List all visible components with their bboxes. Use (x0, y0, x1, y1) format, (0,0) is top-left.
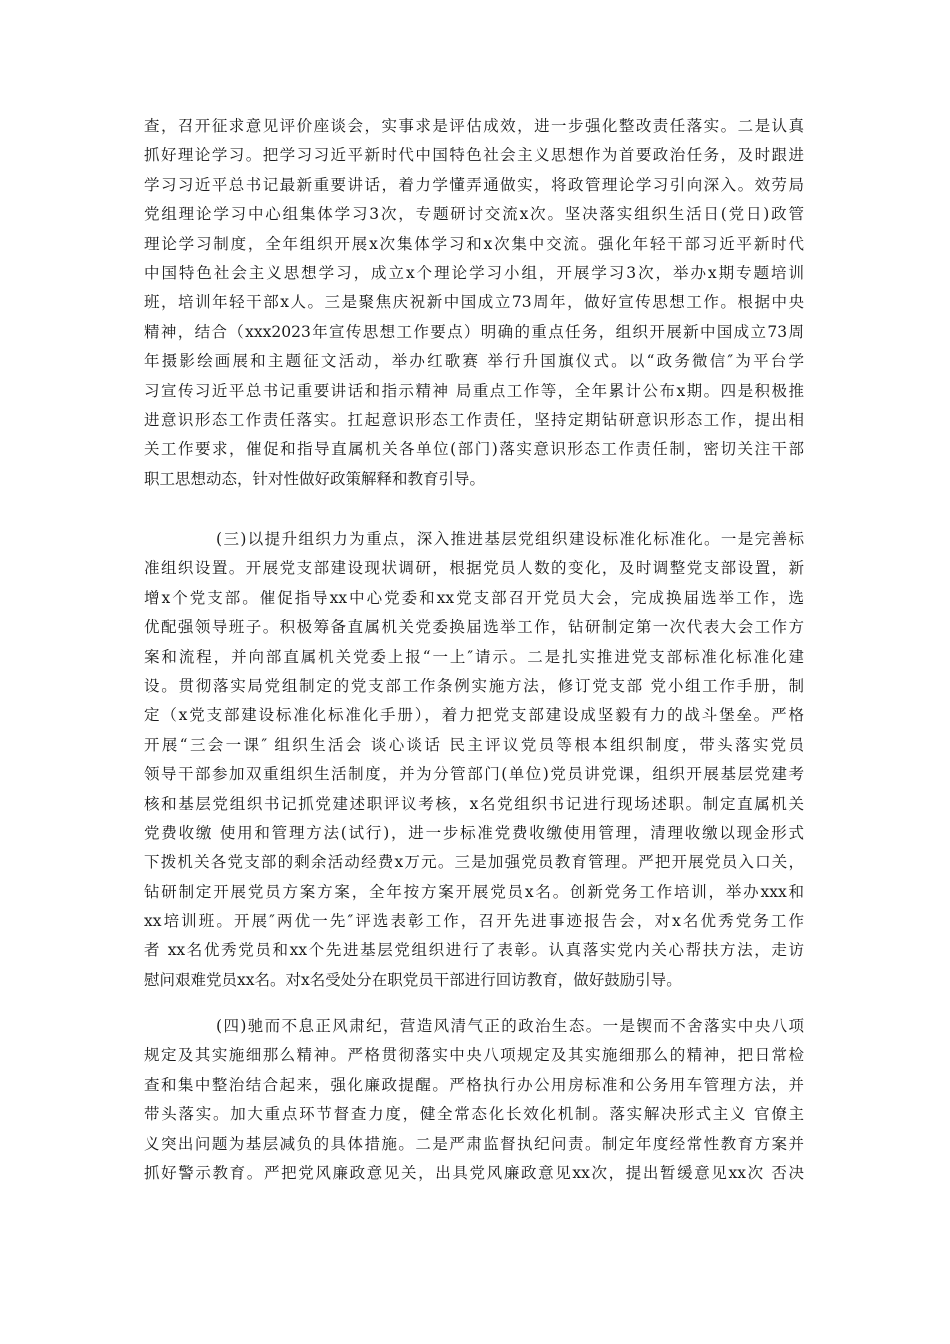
text-line: 学习习近平总书记最新重要讲话，着力学懂弄通做实，将政管理论学习引向深入。效劳局 (144, 175, 804, 194)
text-line: 查，召开征求意见评价座谈会，实事求是评估成效，进一步强化整改责任落实。二是认真 (144, 117, 804, 135)
text-line: 设。贯彻落实局党组制定的党支部工作条例实施方法，修订党支部 党小组工作手册，制 (144, 676, 804, 695)
text-line: 准组织设置。开展党支部建设现状调研，根据党员人数的变化，及时调整党支部设置，新 (144, 559, 804, 578)
text-line: 职工思想动态，针对性做好政策解释和教育引导。 (144, 469, 486, 488)
text-line: 开展“三会一课″ 组织生活会 谈心谈话 民主评议党员等根本组织制度，带头落实党员 (144, 735, 804, 754)
text-line: 领导干部参加双重组织生活制度，并为分管部门(单位)党员讲党课，组织开展基层党建考 (144, 765, 804, 784)
text-line: 规定及其实施细那么精神。严格贯彻落实中央八项规定及其实施细那么的精神，把日常检 (144, 1046, 804, 1065)
text-line: 年摄影绘画展和主题征文活动，举办红歌赛 举行升国旗仪式。以“政务微信″为平台学 (144, 352, 804, 371)
text-line: 党费收缴 使用和管理方法(试行)，进一步标准党费收缴使用管理，清理收缴以现金形式 (144, 823, 804, 842)
text-line: 党组理论学习中心组集体学习3次，专题研讨交流x次。坚决落实组织生活日(党日)政管 (144, 205, 804, 224)
text-line: xx培训班。开展″两优一先″评选表彰工作，召开先进事迹报告会，对x名优秀党务工作 (144, 912, 804, 931)
text-line: 者 xx名优秀党员和xx个先进基层党组织进行了表彰。认真落实党内关心帮扶方法，走访 (144, 941, 804, 960)
text-line: (三)以提升组织力为重点，深入推进基层党组织建设标准化标准化。一是完善标 (216, 530, 804, 548)
text-line: (四)驰而不息正风肃纪，营造风清气正的政治生态。一是锲而不舍落实中央八项 (216, 1017, 804, 1035)
text-line: 优配强领导班子。积极筹备直属机关党委换届选举工作，钻研制定第一次代表大会工作方 (144, 618, 804, 637)
paragraph-discipline (144, 1012, 804, 1188)
text-line: 增x个党支部。催促指导xx中心党委和xx党支部召开党员大会，完成换届选举工作，选 (144, 588, 804, 607)
text-line: 义突出问题为基层减负的具体措施。二是严肃监督执纪问责。制定年度经常性教育方案并 (144, 1134, 804, 1153)
text-line: 下拨机关各党支部的剩余活动经费x万元。三是加强党员教育管理。严把开展党员入口关， (144, 853, 804, 872)
text-line: 习宣传习近平总书记重要讲话和指示精神 局重点工作等，全年累计公布x期。四是积极推 (144, 381, 804, 400)
text-line: 钻研制定开展党员方案方案，全年按方案开展党员x名。创新党务工作培训，举办xxx和 (144, 882, 804, 901)
text-line: 抓好警示教育。严把党风廉政意见关，出具党风廉政意见xx次，提出暂缓意见xx次 否决 (144, 1163, 804, 1182)
text-line: 慰问艰难党员xx名。对x名受处分在职党员干部进行回访教育，做好鼓励引导。 (144, 970, 682, 989)
text-line: 查和集中整治结合起来，强化廉政提醒。严格执行办公用房标准和公务用车管理方法，并 (144, 1075, 804, 1094)
text-line: 案和流程，并向部直属机关党委上报“一上″请示。二是扎实推进党支部标准化标准化建 (144, 647, 804, 666)
text-line: 班，培训年轻干部x人。三是聚焦庆祝新中国成立73周年，做好宣传思想工作。根据中央 (144, 293, 804, 312)
text-line: 理论学习制度，全年组织开展x次集体学习和x次集中交流。强化年轻干部习近平新时代 (144, 234, 804, 253)
paragraph-party-organization (144, 525, 804, 995)
text-line: 精神，结合（xxx2023年宣传思想工作要点）明确的重点任务，组织开展新中国成立73周 (144, 322, 804, 341)
text-line: 进意识形态工作责任落实。扛起意识形态工作责任，坚持定期钻研意识形态工作，提出相 (144, 410, 804, 429)
text-line: 抓好理论学习。把学习习近平新时代中国特色社会主义思想作为首要政治任务，及时跟进 (144, 146, 804, 165)
text-line: 定（x党支部建设标准化标准化手册），着力把党支部建设成坚毅有力的战斗堡垒。严格 (144, 706, 804, 725)
text-line: 带头落实。加大重点环节督查力度，健全常态化长效化机制。落实解决形式主义 官僚主 (144, 1105, 804, 1124)
text-line: 核和基层党组织书记抓党建述职评议考核，x名党组织书记进行现场述职。制定直属机关 (144, 794, 804, 813)
text-line: 中国特色社会主义思想学习，成立x个理论学习小组，开展学习3次，举办x期专题培训 (144, 263, 804, 282)
paragraph-theory-study (144, 112, 804, 494)
text-line: 关工作要求，催促和指导直属机关各单位(部门)落实意识形态工作责任制，密切关注干部 (144, 440, 804, 459)
